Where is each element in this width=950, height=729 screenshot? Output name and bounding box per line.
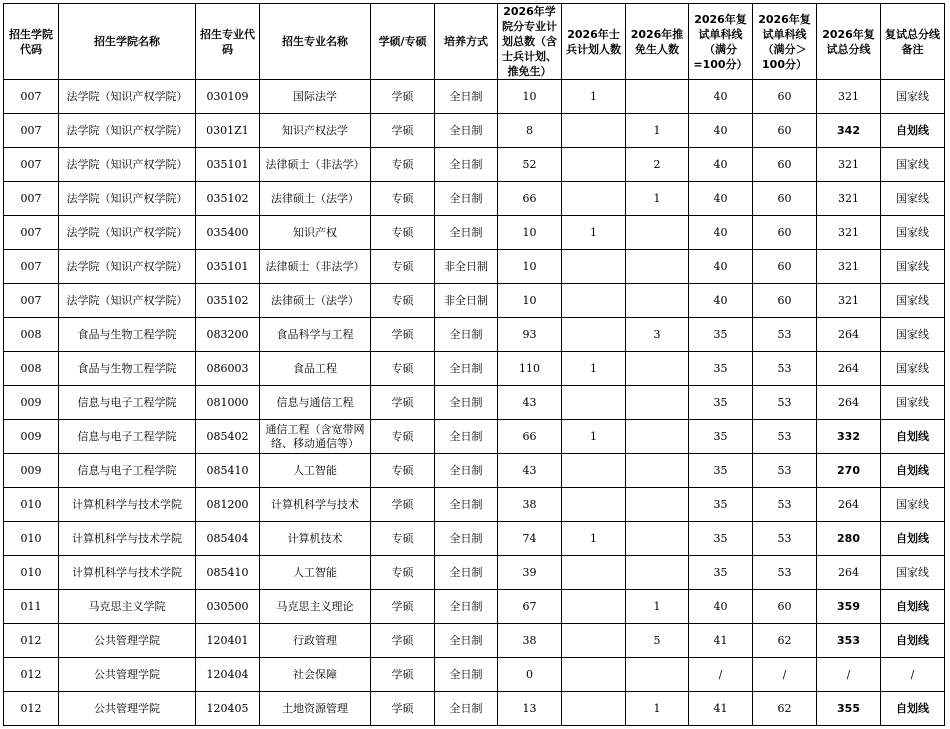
cell-single-line-100: 35 [689, 556, 753, 590]
cell-recommended [626, 250, 689, 284]
cell-major-name: 知识产权 [260, 216, 371, 250]
cell-recommended [626, 80, 689, 114]
cell-degree-type: 学硕 [371, 590, 435, 624]
cell-college-code: 007 [4, 148, 59, 182]
cell-college-name: 食品与生物工程学院 [59, 352, 196, 386]
cell-college-code: 009 [4, 386, 59, 420]
cell-single-line-100: 41 [689, 692, 753, 726]
cell-college-code: 011 [4, 590, 59, 624]
cell-major-code: 030500 [196, 590, 260, 624]
admissions-table-container [3, 3, 945, 726]
cell-college-name: 法学院（知识产权学院） [59, 148, 196, 182]
cell-single-line-100: 40 [689, 216, 753, 250]
cell-degree-type: 专硕 [371, 182, 435, 216]
col-header-college-name: 招生学院名称 [59, 4, 196, 80]
table-row [4, 522, 945, 556]
cell-plan-total: 110 [498, 352, 562, 386]
cell-college-name: 法学院（知识产权学院） [59, 250, 196, 284]
cell-major-code: 0301Z1 [196, 114, 260, 148]
cell-college-code: 009 [4, 420, 59, 454]
cell-study-mode: 全日制 [435, 114, 498, 148]
cell-college-code: 008 [4, 318, 59, 352]
cell-total-line-note: 国家线 [881, 250, 945, 284]
cell-study-mode: 全日制 [435, 522, 498, 556]
cell-soldier-plan [562, 590, 626, 624]
cell-total-line-note: 自划线 [881, 590, 945, 624]
cell-recommended: 2 [626, 148, 689, 182]
cell-major-code: 035102 [196, 284, 260, 318]
cell-total-line: 321 [817, 216, 881, 250]
cell-study-mode: 全日制 [435, 556, 498, 590]
cell-total-line-note: 自划线 [881, 114, 945, 148]
cell-single-line-over100: 62 [753, 692, 817, 726]
cell-single-line-over100: 60 [753, 182, 817, 216]
cell-plan-total: 43 [498, 386, 562, 420]
cell-college-name: 计算机科学与技术学院 [59, 556, 196, 590]
cell-total-line: 332 [817, 420, 881, 454]
cell-single-line-100: 40 [689, 114, 753, 148]
cell-college-name: 信息与电子工程学院 [59, 454, 196, 488]
cell-plan-total: 10 [498, 80, 562, 114]
cell-college-name: 法学院（知识产权学院） [59, 80, 196, 114]
cell-single-line-100: 35 [689, 454, 753, 488]
cell-total-line: 264 [817, 488, 881, 522]
cell-major-code: 035102 [196, 182, 260, 216]
cell-degree-type: 专硕 [371, 522, 435, 556]
cell-study-mode: 全日制 [435, 658, 498, 692]
cell-major-name: 土地资源管理 [260, 692, 371, 726]
cell-single-line-100: 35 [689, 488, 753, 522]
cell-major-name: 马克思主义理论 [260, 590, 371, 624]
col-header-single-line-over100: 2026年复试单科线（满分＞100分） [753, 4, 817, 80]
cell-single-line-100: 40 [689, 80, 753, 114]
cell-major-name: 国际法学 [260, 80, 371, 114]
cell-major-name: 知识产权法学 [260, 114, 371, 148]
cell-single-line-over100: 60 [753, 590, 817, 624]
cell-soldier-plan [562, 658, 626, 692]
admissions-table [3, 3, 945, 726]
cell-degree-type: 学硕 [371, 386, 435, 420]
cell-total-line-note: 自划线 [881, 692, 945, 726]
col-header-study-mode: 培养方式 [435, 4, 498, 80]
cell-major-code: 085410 [196, 556, 260, 590]
cell-total-line: 321 [817, 80, 881, 114]
cell-plan-total: 52 [498, 148, 562, 182]
cell-total-line: 342 [817, 114, 881, 148]
cell-degree-type: 专硕 [371, 420, 435, 454]
cell-college-name: 公共管理学院 [59, 692, 196, 726]
cell-degree-type: 学硕 [371, 318, 435, 352]
col-header-total-line: 2026年复试总分线 [817, 4, 881, 80]
cell-major-code: 085402 [196, 420, 260, 454]
cell-major-code: 120401 [196, 624, 260, 658]
cell-soldier-plan [562, 624, 626, 658]
cell-single-line-100: 41 [689, 624, 753, 658]
cell-soldier-plan [562, 692, 626, 726]
cell-total-line: 264 [817, 556, 881, 590]
cell-single-line-over100: 53 [753, 386, 817, 420]
cell-degree-type: 学硕 [371, 488, 435, 522]
cell-major-name: 食品科学与工程 [260, 318, 371, 352]
cell-total-line: 321 [817, 250, 881, 284]
cell-total-line-note: 自划线 [881, 420, 945, 454]
cell-single-line-over100: 60 [753, 148, 817, 182]
cell-college-name: 法学院（知识产权学院） [59, 284, 196, 318]
cell-soldier-plan: 1 [562, 522, 626, 556]
cell-college-code: 010 [4, 522, 59, 556]
cell-recommended [626, 216, 689, 250]
cell-soldier-plan: 1 [562, 420, 626, 454]
cell-total-line-note: 国家线 [881, 352, 945, 386]
cell-college-code: 012 [4, 692, 59, 726]
cell-major-name: 信息与通信工程 [260, 386, 371, 420]
cell-major-code: 081200 [196, 488, 260, 522]
table-row [4, 80, 945, 114]
table-row [4, 284, 945, 318]
table-row [4, 216, 945, 250]
cell-college-name: 计算机科学与技术学院 [59, 522, 196, 556]
cell-recommended [626, 556, 689, 590]
cell-college-name: 计算机科学与技术学院 [59, 488, 196, 522]
cell-major-name: 法律硕士（法学） [260, 284, 371, 318]
cell-recommended [626, 658, 689, 692]
cell-total-line: 264 [817, 318, 881, 352]
col-header-total-line-note: 复试总分线备注 [881, 4, 945, 80]
cell-plan-total: 66 [498, 182, 562, 216]
cell-college-code: 009 [4, 454, 59, 488]
cell-total-line-note: 自划线 [881, 454, 945, 488]
cell-study-mode: 非全日制 [435, 250, 498, 284]
cell-study-mode: 全日制 [435, 148, 498, 182]
cell-soldier-plan [562, 250, 626, 284]
cell-soldier-plan: 1 [562, 80, 626, 114]
cell-total-line-note: / [881, 658, 945, 692]
cell-single-line-over100: 53 [753, 318, 817, 352]
header-row [4, 4, 945, 80]
cell-major-name: 计算机技术 [260, 522, 371, 556]
cell-college-name: 信息与电子工程学院 [59, 420, 196, 454]
cell-total-line: 264 [817, 386, 881, 420]
cell-college-code: 007 [4, 114, 59, 148]
cell-degree-type: 学硕 [371, 114, 435, 148]
cell-single-line-100: 40 [689, 250, 753, 284]
cell-college-code: 012 [4, 658, 59, 692]
cell-soldier-plan [562, 148, 626, 182]
cell-single-line-over100: 53 [753, 352, 817, 386]
cell-study-mode: 全日制 [435, 182, 498, 216]
cell-plan-total: 39 [498, 556, 562, 590]
cell-soldier-plan [562, 556, 626, 590]
cell-total-line-note: 国家线 [881, 80, 945, 114]
cell-single-line-100: 35 [689, 352, 753, 386]
cell-college-code: 007 [4, 284, 59, 318]
cell-recommended: 1 [626, 114, 689, 148]
table-row [4, 658, 945, 692]
cell-single-line-over100: 53 [753, 488, 817, 522]
cell-single-line-over100: 62 [753, 624, 817, 658]
cell-recommended [626, 284, 689, 318]
cell-plan-total: 67 [498, 590, 562, 624]
cell-total-line: 321 [817, 284, 881, 318]
cell-study-mode: 全日制 [435, 318, 498, 352]
cell-soldier-plan [562, 386, 626, 420]
cell-degree-type: 学硕 [371, 80, 435, 114]
cell-soldier-plan [562, 182, 626, 216]
cell-recommended [626, 488, 689, 522]
table-row [4, 692, 945, 726]
cell-major-code: 081000 [196, 386, 260, 420]
cell-study-mode: 非全日制 [435, 284, 498, 318]
cell-plan-total: 38 [498, 624, 562, 658]
cell-recommended: 3 [626, 318, 689, 352]
cell-total-line: 355 [817, 692, 881, 726]
cell-soldier-plan [562, 114, 626, 148]
cell-plan-total: 93 [498, 318, 562, 352]
cell-degree-type: 学硕 [371, 658, 435, 692]
table-row [4, 250, 945, 284]
cell-soldier-plan: 1 [562, 352, 626, 386]
col-header-plan-total: 2026年学院分专业计划总数（含士兵计划、推免生） [498, 4, 562, 80]
cell-college-code: 008 [4, 352, 59, 386]
cell-degree-type: 专硕 [371, 148, 435, 182]
cell-major-name: 食品工程 [260, 352, 371, 386]
cell-study-mode: 全日制 [435, 80, 498, 114]
cell-total-line: 280 [817, 522, 881, 556]
cell-plan-total: 13 [498, 692, 562, 726]
cell-major-name: 法律硕士（非法学） [260, 148, 371, 182]
cell-degree-type: 学硕 [371, 692, 435, 726]
cell-plan-total: 10 [498, 284, 562, 318]
cell-single-line-over100: 60 [753, 80, 817, 114]
cell-recommended: 5 [626, 624, 689, 658]
table-row [4, 148, 945, 182]
cell-single-line-over100: 53 [753, 420, 817, 454]
cell-single-line-over100: 60 [753, 284, 817, 318]
cell-single-line-100: 35 [689, 386, 753, 420]
cell-single-line-100: 40 [689, 182, 753, 216]
cell-single-line-100: 40 [689, 590, 753, 624]
cell-major-code: 035101 [196, 250, 260, 284]
cell-single-line-100: 40 [689, 148, 753, 182]
cell-recommended: 1 [626, 590, 689, 624]
cell-total-line: 353 [817, 624, 881, 658]
cell-plan-total: 10 [498, 250, 562, 284]
cell-single-line-over100: 53 [753, 556, 817, 590]
table-row [4, 318, 945, 352]
cell-college-name: 法学院（知识产权学院） [59, 114, 196, 148]
col-header-recommended: 2026年推免生人数 [626, 4, 689, 80]
cell-college-code: 012 [4, 624, 59, 658]
col-header-single-line-100: 2026年复试单科线（满分=100分） [689, 4, 753, 80]
cell-degree-type: 专硕 [371, 284, 435, 318]
cell-college-name: 公共管理学院 [59, 658, 196, 692]
cell-college-name: 公共管理学院 [59, 624, 196, 658]
cell-single-line-over100: 53 [753, 454, 817, 488]
cell-total-line-note: 自划线 [881, 624, 945, 658]
cell-soldier-plan [562, 284, 626, 318]
cell-plan-total: 43 [498, 454, 562, 488]
cell-degree-type: 专硕 [371, 216, 435, 250]
cell-major-code: 035400 [196, 216, 260, 250]
cell-degree-type: 专硕 [371, 250, 435, 284]
cell-study-mode: 全日制 [435, 488, 498, 522]
cell-total-line-note: 国家线 [881, 318, 945, 352]
cell-total-line: / [817, 658, 881, 692]
cell-soldier-plan [562, 488, 626, 522]
cell-major-code: 085410 [196, 454, 260, 488]
cell-single-line-over100: / [753, 658, 817, 692]
table-row [4, 624, 945, 658]
cell-plan-total: 8 [498, 114, 562, 148]
col-header-college-code: 招生学院代码 [4, 4, 59, 80]
cell-college-name: 信息与电子工程学院 [59, 386, 196, 420]
cell-study-mode: 全日制 [435, 590, 498, 624]
cell-recommended [626, 522, 689, 556]
table-row [4, 590, 945, 624]
cell-recommended [626, 454, 689, 488]
cell-plan-total: 66 [498, 420, 562, 454]
cell-study-mode: 全日制 [435, 386, 498, 420]
cell-recommended [626, 420, 689, 454]
cell-total-line: 264 [817, 352, 881, 386]
cell-major-code: 083200 [196, 318, 260, 352]
table-row [4, 182, 945, 216]
cell-major-code: 085404 [196, 522, 260, 556]
cell-degree-type: 专硕 [371, 556, 435, 590]
cell-plan-total: 10 [498, 216, 562, 250]
cell-total-line-note: 国家线 [881, 182, 945, 216]
col-header-major-code: 招生专业代码 [196, 4, 260, 80]
cell-plan-total: 38 [498, 488, 562, 522]
cell-total-line-note: 国家线 [881, 148, 945, 182]
cell-college-name: 马克思主义学院 [59, 590, 196, 624]
table-row [4, 386, 945, 420]
col-header-soldier-plan: 2026年士兵计划人数 [562, 4, 626, 80]
cell-single-line-100: / [689, 658, 753, 692]
table-header [4, 4, 945, 80]
cell-single-line-100: 40 [689, 284, 753, 318]
cell-study-mode: 全日制 [435, 454, 498, 488]
cell-single-line-over100: 60 [753, 114, 817, 148]
cell-recommended: 1 [626, 182, 689, 216]
cell-total-line: 321 [817, 148, 881, 182]
cell-major-code: 086003 [196, 352, 260, 386]
cell-major-name: 行政管理 [260, 624, 371, 658]
cell-major-name: 法律硕士（非法学） [260, 250, 371, 284]
cell-college-code: 007 [4, 80, 59, 114]
cell-single-line-over100: 60 [753, 250, 817, 284]
table-row [4, 454, 945, 488]
cell-study-mode: 全日制 [435, 624, 498, 658]
table-row [4, 420, 945, 454]
table-row [4, 556, 945, 590]
cell-major-code: 120404 [196, 658, 260, 692]
cell-major-name: 法律硕士（法学） [260, 182, 371, 216]
cell-college-name: 法学院（知识产权学院） [59, 216, 196, 250]
cell-college-code: 010 [4, 556, 59, 590]
cell-college-code: 007 [4, 250, 59, 284]
cell-single-line-over100: 53 [753, 522, 817, 556]
cell-total-line-note: 国家线 [881, 284, 945, 318]
cell-total-line: 321 [817, 182, 881, 216]
cell-total-line-note: 国家线 [881, 556, 945, 590]
cell-college-name: 法学院（知识产权学院） [59, 182, 196, 216]
cell-major-name: 社会保障 [260, 658, 371, 692]
cell-study-mode: 全日制 [435, 216, 498, 250]
cell-recommended: 1 [626, 692, 689, 726]
cell-college-name: 食品与生物工程学院 [59, 318, 196, 352]
cell-college-code: 010 [4, 488, 59, 522]
cell-soldier-plan [562, 454, 626, 488]
cell-degree-type: 学硕 [371, 624, 435, 658]
cell-single-line-100: 35 [689, 318, 753, 352]
cell-major-name: 人工智能 [260, 454, 371, 488]
cell-study-mode: 全日制 [435, 352, 498, 386]
cell-college-code: 007 [4, 182, 59, 216]
cell-total-line-note: 国家线 [881, 386, 945, 420]
cell-plan-total: 74 [498, 522, 562, 556]
table-row [4, 114, 945, 148]
cell-single-line-100: 35 [689, 420, 753, 454]
table-row [4, 352, 945, 386]
table-row [4, 488, 945, 522]
cell-soldier-plan [562, 318, 626, 352]
cell-study-mode: 全日制 [435, 420, 498, 454]
col-header-major-name: 招生专业名称 [260, 4, 371, 80]
cell-total-line: 359 [817, 590, 881, 624]
cell-soldier-plan: 1 [562, 216, 626, 250]
cell-total-line-note: 国家线 [881, 216, 945, 250]
table-body [4, 80, 945, 726]
cell-total-line-note: 国家线 [881, 488, 945, 522]
cell-total-line-note: 自划线 [881, 522, 945, 556]
cell-degree-type: 专硕 [371, 454, 435, 488]
cell-major-code: 030109 [196, 80, 260, 114]
cell-single-line-100: 35 [689, 522, 753, 556]
col-header-degree-type: 学硕/专硕 [371, 4, 435, 80]
cell-major-code: 035101 [196, 148, 260, 182]
cell-plan-total: 0 [498, 658, 562, 692]
cell-recommended [626, 386, 689, 420]
cell-major-name: 通信工程（含宽带网络、移动通信等） [260, 420, 371, 454]
cell-total-line: 270 [817, 454, 881, 488]
cell-recommended [626, 352, 689, 386]
cell-study-mode: 全日制 [435, 692, 498, 726]
cell-college-code: 007 [4, 216, 59, 250]
cell-single-line-over100: 60 [753, 216, 817, 250]
cell-major-name: 人工智能 [260, 556, 371, 590]
cell-major-code: 120405 [196, 692, 260, 726]
cell-major-name: 计算机科学与技术 [260, 488, 371, 522]
cell-degree-type: 专硕 [371, 352, 435, 386]
